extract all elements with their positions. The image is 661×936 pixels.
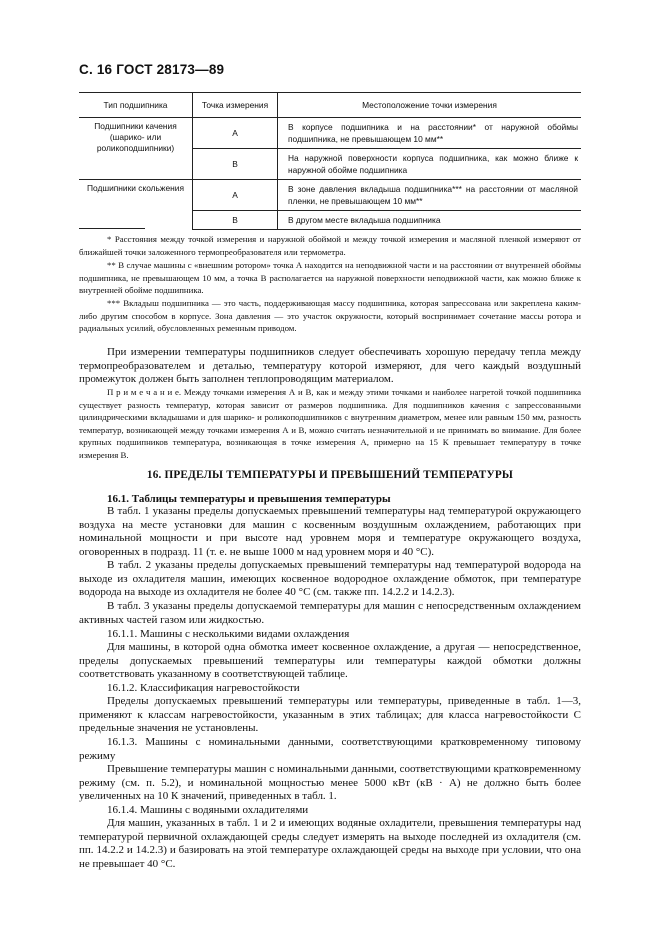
footnote-2: ** В случае машины с «внешним ротором» точка А находится на неподвижной части и на расстоянии от внутренней обоймы подшипника, не превышающем 10 мм, а точка В располагается на наружной поверхности неподвижной части, как можно ближе к внутренней обойме подшипника. xyxy=(79,260,581,296)
measurement-points-table xyxy=(79,92,581,230)
point-cell: А xyxy=(193,180,278,211)
subclause-heading: 16.1.4. Машины с водяными охладителями xyxy=(107,804,309,816)
location-cell: В зоне давления вкладыша подшипника*** на расстоянии от масляной пленки, не превышающем 10 мм** xyxy=(278,180,582,211)
subclause-heading: 16.1.2. Классификация нагревостойкости xyxy=(107,682,300,694)
body-paragraph: В табл. 1 указаны пределы допускаемых превышений температуры над температурой окружающего воздуха на месте установки для машин с косвенным воздушным охлаждением, работающих при номинальной мощности и при высоте над уровнем моря и температуре окружающего воздуха, оговоренных в подразд. 11 (т. е. не выше 1000 м над уровнем моря и 40 °С). xyxy=(79,505,581,558)
subsection-title: 16.1. Таблицы температуры и превышения температуры xyxy=(107,493,391,505)
body-paragraph: Превышение температуры машин с номинальными данными, соответствующими кратковременному режиму (см. п. 5.2), и номинальной мощностью менее 5000 кВт (кВ · А) не должно быть более увеличенных на 10 К значений, приведенных в табл. 1. xyxy=(79,763,581,803)
point-cell: В xyxy=(193,149,278,180)
bearing-type-cell: Подшипники качения (шарико- или роликоподшипники) xyxy=(79,118,193,180)
page-header: С. 16 ГОСТ 28173—89 xyxy=(79,62,225,77)
table-row xyxy=(79,118,581,149)
body-paragraph: Для машин, указанных в табл. 1 и 2 и имеющих водяные охладители, превышения температуры над температурой первичной охлаждающей среды следует измерять на выходе последней из охладителя (см. пп. 14.2.2 и 14.2.3) и базировать на этой температуре охлаждающей среды на выходе при условии, что она не превышает 40 °С. xyxy=(79,817,581,870)
note-paragraph: П р и м е ч а н и е. Между точками измерения А и В, как и между этими точками и наиболее нагретой точкой подшипника существует разность температур, которая зависит от размеров подшипника. Для подшипников качения с запрессованными цилиндрическими вкладышами и для шарико- и роликоподшипников с внутренним диаметром, менее или равным 150 мм, разность температур, возникающей между точками измерения А и В, можно считать незначительной и не принимать во внимание. Для более крупных подшипников температура, возникающая в точке измерения А, примерно на 15 К превышает температуру в точке измерения В. xyxy=(79,387,581,460)
footnote-3: *** Вкладыш подшипника — это часть, поддерживающая массу подшипника, которая запрессована или закреплена каким-либо другим способом в корпусе. Зона давления — это участок окружности, который воспринимает сочетание массы ротора и радиальных усилий, обусловленных ременным приводом. xyxy=(79,298,581,334)
subclause-heading: 16.1.1. Машины с несколькими видами охлаждения xyxy=(107,628,350,640)
bearing-type-cell: Подшипники скольжения xyxy=(86,183,185,193)
footnote-separator xyxy=(79,228,145,229)
subclause-heading: 16.1.3. Машины с номинальными данными, соответствующими кратковременному типовому режиму xyxy=(79,736,581,762)
section-title: 16. ПРЕДЕЛЫ ТЕМПЕРАТУРЫ И ПРЕВЫШЕНИЙ ТЕМПЕРАТУРЫ xyxy=(146,469,514,481)
body-paragraph: В табл. 3 указаны пределы допускаемой температуры для машин с непосредственным охлаждением активных частей газом или жидкостью. xyxy=(79,600,581,626)
col-header-bearing-type: Тип подшипника xyxy=(79,93,193,118)
location-cell: В другом месте вкладыша подшипника xyxy=(278,211,582,230)
body-paragraph: В табл. 2 указаны пределы допускаемых превышений температуры над температурой водорода на выходе из охладителя машин, имеющих косвенное водородное охлаждение обмоток, при температуре водорода на выходе из охладителя не более 40 °С (см. также пп. 14.2.2 и 14.2.3). xyxy=(79,559,581,599)
footnote-1: * Расстояния между точкой измерения и наружной обоймой и между точкой измерения и масляной пленкой измеряют от ближайшей точки заложенного термопреобразователя или термометра. xyxy=(79,234,581,257)
col-header-measuring-point: Точка измерения xyxy=(193,93,278,118)
table-row xyxy=(79,180,581,211)
table-header-row xyxy=(79,93,581,118)
intro-paragraph: При измерении температуры подшипников следует обеспечивать хорошую передачу тепла между термопреобразователем и деталью, температуру которой измеряют, для чего каждый воздушный промежуток должен быть заполнен теплопроводящим материалом. xyxy=(79,346,581,386)
body-paragraph: Пределы допускаемых превышений температуры или температуры, приведенные в табл. 1—3, применяют к классам нагревостойкости, указанным в этих таблицах; для класса нагревостойкости С предельные значения не установлены. xyxy=(79,695,581,735)
col-header-location: Местоположение точки измерения xyxy=(278,93,582,118)
point-cell: А xyxy=(193,118,278,149)
body-paragraph: Для машины, в которой одна обмотка имеет косвенное охлаждение, а другая — непосредственное, пределы допускаемых превышений температуры или температуры каждой обмотки должны соответствовать указанному в соответствующей таблице. xyxy=(79,641,581,681)
location-cell: В корпусе подшипника и на расстоянии* от наружной обоймы подшипника, не превышающем 10 мм** xyxy=(278,118,582,149)
location-cell: На наружной поверхности корпуса подшипника, как можно ближе к наружной обойме подшипника xyxy=(278,149,582,180)
point-cell: В xyxy=(193,211,278,230)
